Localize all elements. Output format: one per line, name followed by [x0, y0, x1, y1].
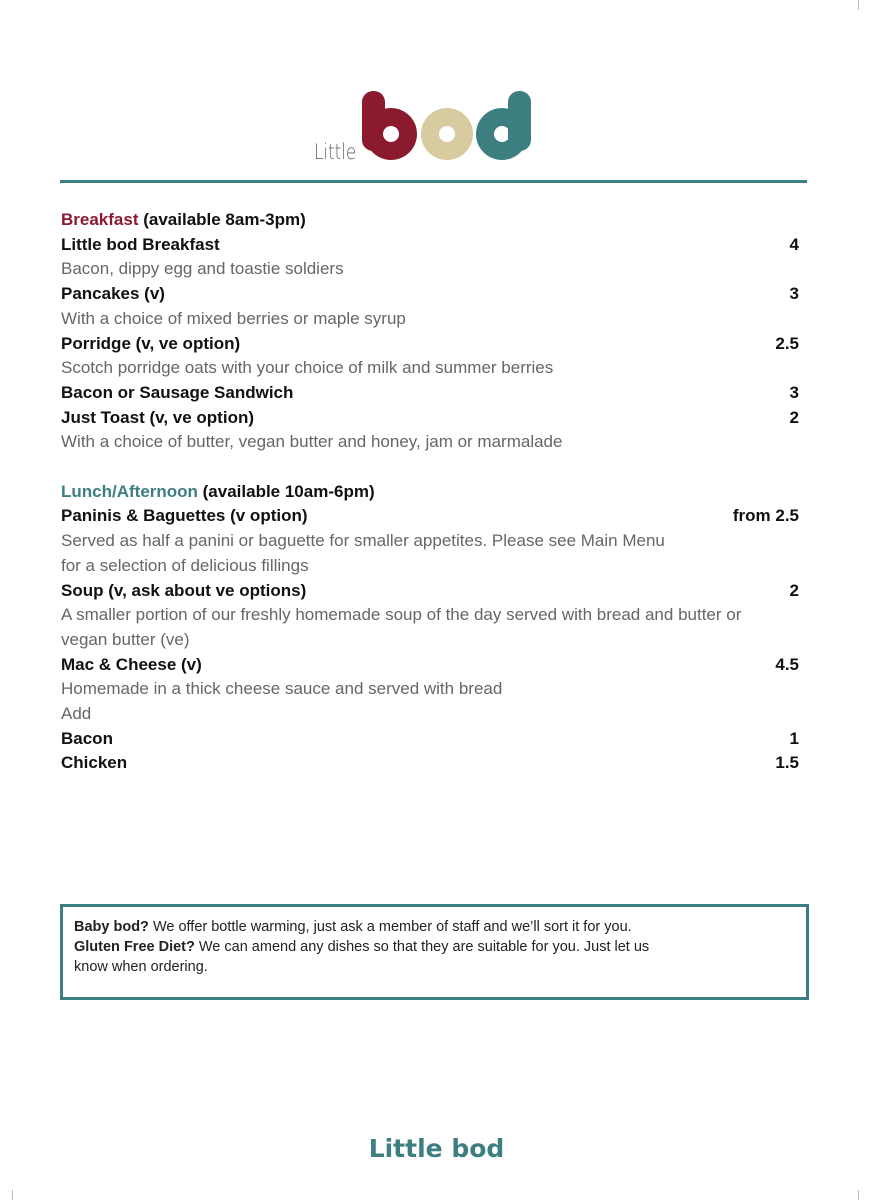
section-heading-breakfast: [61, 208, 799, 233]
item-price: 3: [789, 284, 799, 304]
item-price: 2.5: [775, 333, 799, 353]
menu-item: [61, 653, 799, 678]
menu-item: [61, 406, 799, 431]
notice-gluten-text: We can amend any dishes so that they are suitable for you. Just let us: [194, 939, 650, 955]
item-name: Chicken: [61, 753, 128, 773]
menu-item: [61, 579, 799, 604]
item-price: 4: [789, 234, 799, 254]
item-name: Bacon: [61, 728, 113, 748]
section-title: Lunch/Afternoon: [61, 481, 198, 501]
item-price: 1: [789, 728, 799, 748]
item-description: Served as half a panini or baguette for smaller appetites. Please see Main Menu: [61, 531, 665, 551]
item-name: Mac & Cheese (v): [61, 654, 202, 674]
item-description: vegan butter (ve): [61, 629, 190, 649]
section-availability: (available 8am-3pm): [138, 210, 306, 229]
header-divider: [60, 180, 807, 183]
item-price: 1.5: [775, 753, 799, 773]
item-price: 2: [789, 407, 799, 427]
menu-item: [61, 332, 799, 357]
item-price: 4.5: [775, 654, 799, 674]
item-name: Little bod Breakfast: [61, 234, 220, 254]
logo: [312, 88, 542, 168]
menu-item: [61, 381, 799, 406]
item-description: With a choice of butter, vegan butter and honey, jam or marmalade: [61, 432, 563, 452]
item-description: Bacon, dippy egg and toastie soldiers: [61, 259, 344, 279]
section-availability: (available 10am-6pm): [197, 481, 375, 501]
menu-item: [61, 233, 799, 258]
logo-bod-graphic: [312, 88, 542, 168]
section-heading-lunch: [61, 480, 799, 505]
footer-brand: Little bod: [368, 1134, 505, 1163]
item-description: for a selection of delicious fillings: [61, 555, 309, 575]
notice-baby-text: We offer bottle warming, just ask a member of staff and we’ll sort it for you.: [148, 919, 632, 935]
section-title: Breakfast: [61, 210, 139, 229]
item-description: A smaller portion of our freshly homemade soup of the day served with bread and butter or: [61, 605, 742, 625]
logo-small-text: Little: [314, 140, 357, 164]
item-price: 2: [789, 580, 799, 600]
item-description: Homemade in a thick cheese sauce and served with bread: [61, 679, 503, 699]
menu-item: [61, 751, 799, 776]
item-description: Scotch porridge oats with your choice of milk and summer berries: [61, 358, 554, 378]
notice-gluten-text-cont: know when ordering.: [74, 959, 208, 975]
item-name: Just Toast (v, ve option): [61, 407, 254, 427]
section-heading: [61, 208, 306, 233]
item-name: Pancakes (v): [61, 284, 165, 304]
item-description: Add: [61, 704, 92, 724]
item-name: Bacon or Sausage Sandwich: [61, 382, 294, 402]
item-price: 3: [789, 382, 799, 402]
item-price: from 2.5: [732, 506, 799, 526]
menu-item: [61, 504, 799, 529]
notice-box: [60, 904, 809, 1000]
notice-baby-label: Baby bod?: [74, 919, 149, 935]
menu-item: [61, 727, 799, 752]
section-heading: [61, 480, 375, 505]
notice-gluten-label: Gluten Free Diet?: [74, 939, 195, 955]
section-gap: [61, 455, 799, 480]
item-name: Porridge (v, ve option): [61, 333, 241, 353]
item-name: Soup (v, ask about ve options): [61, 580, 307, 600]
menu-list: [61, 208, 799, 776]
menu-item: [61, 282, 799, 307]
item-name: Paninis & Baguettes (v option): [61, 506, 308, 526]
item-description: With a choice of mixed berries or maple syrup: [61, 308, 406, 328]
